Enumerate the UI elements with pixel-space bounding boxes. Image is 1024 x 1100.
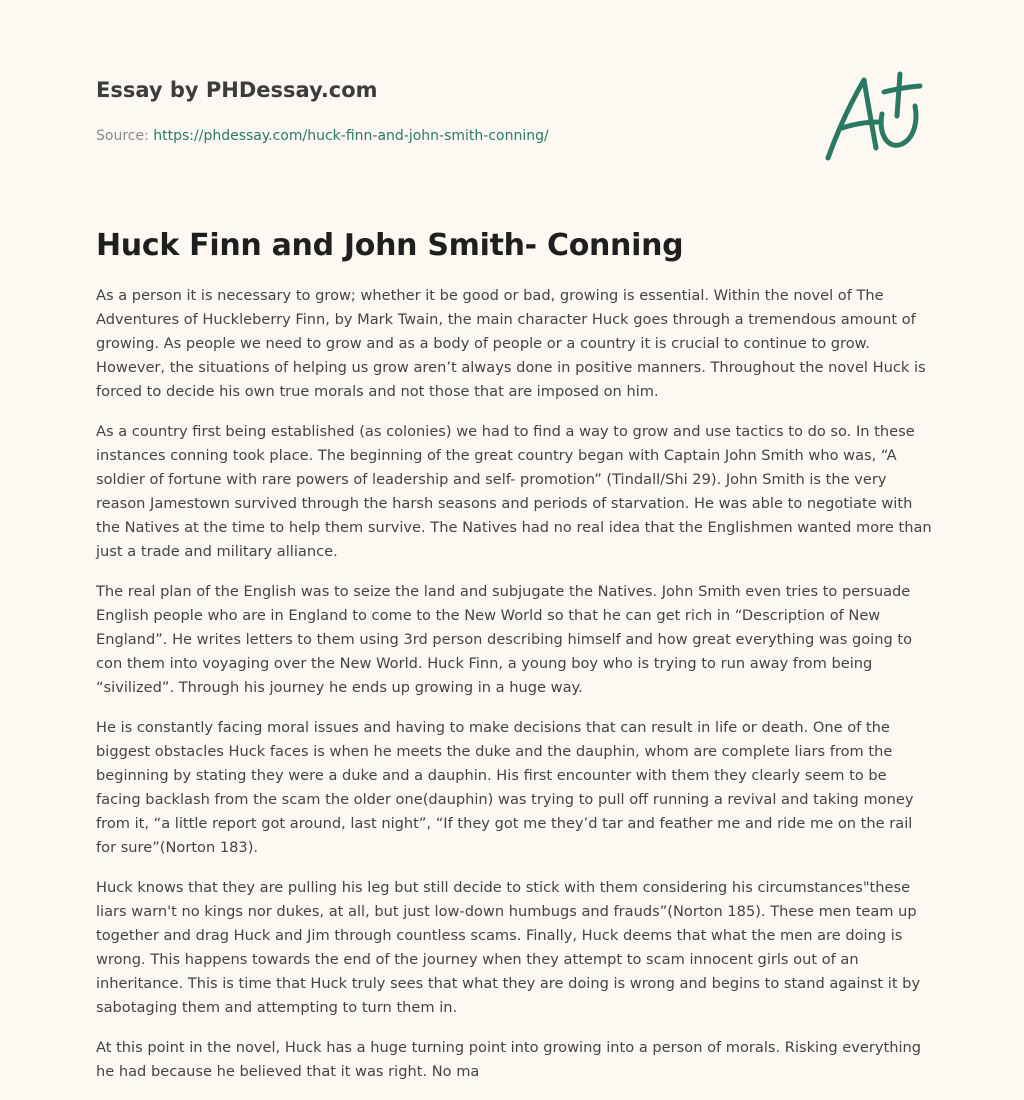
site-brand: Essay by PHDessay.com xyxy=(96,78,378,102)
source-line xyxy=(96,126,796,146)
essay-paragraph: At this point in the novel, Huck has a huge turning point into growing into a person of morals. Risking everything he had because he believed that it was right. No ma xyxy=(96,1039,922,1080)
essay-paragraph: He is constantly facing moral issues and having to make decisions that can result in life or death. One of the biggest obstacles Huck faces is when he meets the duke and the dauphin, whom are complete liars from the beginning by stating they were a duke and a dauphin. His first encounter with them they clearly seem to be facing backlash from the scam the older one(dauphin) was trying to pull off running a revival and taking money from it, “a little report got around, last night”, “If they got me they’d tar and feather me and ride me on the rail for sure”(Norton 183). xyxy=(96,719,914,856)
essay-title: Huck Finn and John Smith- Conning xyxy=(96,228,684,263)
essay-paragraph: The real plan of the English was to seize the land and subjugate the Natives. John Smith even tries to persuade English people who are in England to come to the New World so that he can get rich in “Description of New England”. He writes letters to them using 3rd person describing himself and how great everything was going to con them into voyaging over the New World. Huck Finn, a young boy who is trying to run away from being “sivilized”. Through his journey he ends up growing in a huge way. xyxy=(96,583,913,696)
a-plus-grade-icon xyxy=(820,66,930,166)
essay-paragraph: Huck knows that they are pulling his leg but still decide to stick with them considering his circumstances"these liars warn't no kings nor dukes, at all, but just low-down humbugs and frauds”(Norton 185). These men team up together and drag Huck and Jim through countless scams. Finally, Huck deems that what the men are doing is wrong. This happens towards the end of the journey when they attempt to scam innocent girls out of an inheritance. This is time that Huck truly sees that what they are doing is wrong and begins to stand against it by sabotaging them and attempting to turn them in. xyxy=(96,879,921,1016)
source-label: Source: xyxy=(96,128,154,144)
source-link[interactable]: https://phdessay.com/huck-finn-and-john-smith-conning/ xyxy=(153,128,549,144)
essay-header xyxy=(96,76,796,146)
essay-paragraph: As a country first being established (as colonies) we had to find a way to grow and use tactics to do so. In these instances conning took place. The beginning of the great country began with Captain John Smith who was, “A soldier of fortune with rare powers of leadership and self- promotion” (Tindall/Shi 29). John Smith is the very reason Jamestown survived through the harsh seasons and periods of starvation. He was able to negotiate with the Natives at the time to help them survive. The Natives had no real idea that the Englishmen wanted more than just a trade and military alliance. xyxy=(96,423,932,560)
essay-body xyxy=(96,284,932,1100)
essay-paragraph: As a person it is necessary to grow; whether it be good or bad, growing is essential. Within the novel of The Adventures of Huckleberry Finn, by Mark Twain, the main character Huck goes through a tremendous amount of growing. As people we need to grow and as a body of people or a country it is crucial to continue to grow. However, the situations of helping us grow aren’t always done in positive manners. Throughout the novel Huck is forced to decide his own true morals and not those that are imposed on him. xyxy=(96,287,926,400)
